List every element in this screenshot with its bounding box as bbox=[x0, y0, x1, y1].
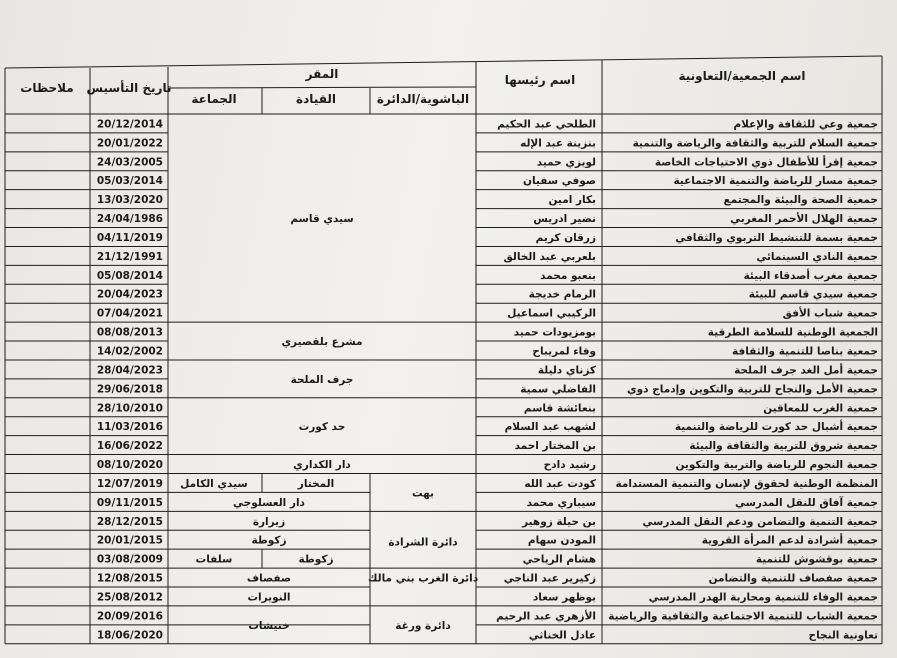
association-name: جمعية آفاق للنقل المدرسي bbox=[734, 496, 878, 509]
president-name: صوفي سفيان bbox=[523, 175, 596, 188]
location-dar-assoulji: دار العسلوجي bbox=[233, 496, 305, 509]
president-name: سيباري محمد bbox=[526, 496, 596, 509]
association-name: جمعية مغرب أصدقاء البيئة bbox=[743, 269, 878, 282]
association-name: جمعية الصحة والبيئة والمجتمع bbox=[723, 194, 878, 207]
location-ourgha-circle: دائرة ورغة bbox=[395, 619, 451, 632]
foundation-date: 20/12/2014 bbox=[96, 118, 163, 131]
president-name: الركيبي اسماعيل bbox=[507, 307, 596, 320]
president-name: بومزيودات حميد bbox=[513, 326, 596, 339]
foundation-date: 08/08/2013 bbox=[96, 326, 163, 339]
location-nouirat: النويرات bbox=[247, 591, 291, 604]
foundation-date: 28/10/2010 bbox=[96, 402, 163, 415]
location-dar-gueddari: دار الكداري bbox=[293, 459, 351, 472]
foundation-date: 05/03/2014 bbox=[96, 175, 163, 188]
foundation-date: 25/08/2012 bbox=[96, 591, 163, 604]
association-name: جمعية الشباب للتنمية الاجتماعية والثقافية والرياضية bbox=[608, 610, 878, 623]
president-name: الأزهري عبد الرحيم bbox=[496, 610, 596, 623]
foundation-date: 12/08/2015 bbox=[96, 572, 163, 585]
location-chrarda-circle: دائرة الشرادة bbox=[388, 536, 458, 549]
foundation-date: 12/07/2019 bbox=[96, 477, 163, 490]
location-salfat: سلفات bbox=[195, 553, 233, 566]
location-khnichat: خنيشات bbox=[248, 619, 290, 632]
foundation-date: 24/04/1986 bbox=[96, 213, 163, 226]
association-name: الجمعية الوطنية للسلامة الطرقية bbox=[707, 326, 878, 339]
president-name: رشيد دادح bbox=[543, 459, 596, 472]
association-name: جمعية الغرب للمعاقين bbox=[763, 402, 878, 415]
association-name: جمعية سيدي قاسم للبيئة bbox=[748, 288, 878, 301]
president-name: بن حيلة زوهير bbox=[522, 515, 596, 528]
foundation-date: 29/06/2018 bbox=[96, 383, 163, 396]
foundation-date: 21/12/1991 bbox=[96, 250, 163, 263]
association-name: جمعية إقرأ للأطفال ذوي الاحتياجات الخاصة bbox=[654, 156, 878, 169]
association-name: جمعية صفصاف للتنمية والتضامن bbox=[708, 572, 878, 585]
header-headquarters: المقر bbox=[305, 67, 339, 81]
president-name: بنعبو محمد bbox=[540, 269, 596, 282]
association-name: جمعية بوقشوش للتنمية bbox=[755, 553, 878, 566]
president-name: زرقان كريم bbox=[535, 231, 596, 244]
foundation-date: 03/08/2009 bbox=[96, 553, 163, 566]
location-jorf-el-melha: جرف الملحة bbox=[290, 373, 354, 386]
header-association-name: اسم الجمعية/التعاونية bbox=[678, 69, 806, 83]
foundation-date: 28/04/2023 bbox=[96, 364, 163, 377]
president-name: بن المختار احمد bbox=[514, 440, 596, 453]
association-name: جمعية بسمة للتنشيط التربوي والثقافي bbox=[675, 231, 878, 244]
foundation-date: 24/03/2005 bbox=[96, 156, 163, 169]
association-name: المنظمة الوطنية لحقوق لإنسان والتنمية المستدامة bbox=[615, 477, 878, 490]
foundation-date: 16/06/2022 bbox=[96, 440, 163, 453]
association-name: جمعية الأمل والنجاح للتربية والتكوين وإدماج ذوي bbox=[627, 383, 878, 396]
association-name: جمعية شروق للتربية والثقافة والبيئة bbox=[689, 440, 878, 453]
association-name: جمعية التنمية والتضامن ودعم النقل المدرسي bbox=[642, 515, 878, 528]
foundation-date: 20/04/2023 bbox=[96, 288, 163, 301]
header-pachalik-circle: الباشوية/الدائرة bbox=[376, 92, 470, 106]
president-name: بوظهر سعاد bbox=[532, 591, 596, 604]
president-name: زكيرير عبد الناجي bbox=[503, 572, 596, 585]
association-name: تعاونية النجاح bbox=[808, 629, 878, 642]
association-name: جمعية أشبال حد كورت للرياضة والتنمية bbox=[674, 421, 878, 434]
foundation-date: 20/01/2015 bbox=[96, 534, 163, 547]
association-name: جمعية أمل الغد جرف الملحة bbox=[734, 364, 878, 377]
association-name: جمعية أشرادة لدعم المرأة القروية bbox=[701, 534, 878, 547]
foundation-date: 18/06/2020 bbox=[96, 629, 163, 642]
president-name: كودت عبد الله bbox=[524, 477, 596, 490]
president-name: الرمام خديجة bbox=[528, 288, 596, 301]
foundation-date: 07/04/2021 bbox=[96, 307, 163, 320]
president-name: وفاء لمريباح bbox=[532, 345, 596, 358]
location-zgota-qiyada: زكوطة bbox=[298, 553, 334, 566]
president-name: لويزي حميد bbox=[536, 156, 596, 169]
foundation-date: 04/11/2019 bbox=[96, 231, 163, 244]
association-name: جمعية وعي للثقافة والإعلام bbox=[733, 118, 878, 131]
foundation-date: 20/09/2016 bbox=[96, 610, 163, 623]
association-name: جمعية النادي السينمائي bbox=[756, 250, 878, 263]
location-baht: بهت bbox=[412, 487, 434, 500]
association-name: جمعية الهلال الأحمر المغربي bbox=[730, 213, 878, 226]
association-name: جمعية شباب الأفق bbox=[782, 307, 878, 320]
location-sidi-kamel: سيدي الكامل bbox=[180, 477, 248, 490]
association-name: جمعية مسار للرياضة والتنمية الاجتماعية bbox=[673, 175, 878, 188]
foundation-date: 09/11/2015 bbox=[96, 496, 163, 509]
foundation-date: 28/12/2015 bbox=[96, 515, 163, 528]
president-name: الفاضلي سمية bbox=[520, 383, 596, 396]
association-name: جمعية النجوم للرياضة والتربية والتكوين bbox=[675, 459, 878, 472]
header-foundation-date: تاريخ التأسيس bbox=[86, 81, 172, 95]
location-sefsaf: صفصاف bbox=[246, 572, 292, 585]
president-name: بنعائشة قاسم bbox=[523, 402, 596, 415]
president-name: بنزينة عبد الإله bbox=[520, 137, 596, 150]
header-president-name: اسم رئيسها bbox=[504, 73, 576, 87]
president-name: بلعربي عبد الخالق bbox=[503, 250, 596, 263]
foundation-date: 14/02/2002 bbox=[96, 345, 163, 358]
foundation-date: 13/03/2020 bbox=[96, 194, 163, 207]
association-name: جمعية السلام للتربية والثقافة والرياضة والتنمية bbox=[632, 137, 878, 150]
header-qiyada: القيادة bbox=[296, 92, 336, 106]
foundation-date: 08/10/2020 bbox=[96, 459, 163, 472]
location-gharb-beni-malek: دائرة الغرب بني مالك bbox=[367, 572, 479, 585]
location-mokhtar: المختار bbox=[297, 477, 335, 490]
location-had-kourt: حد كورت bbox=[298, 421, 346, 434]
header-notes: ملاحظات bbox=[20, 81, 74, 95]
president-name: لشهب عبد السلام bbox=[504, 421, 596, 434]
foundation-date: 20/01/2022 bbox=[96, 137, 163, 150]
location-zirara: زيرارة bbox=[252, 515, 286, 528]
president-name: نضير ادريس bbox=[533, 213, 596, 226]
president-name: هشام الرياحي bbox=[522, 553, 596, 566]
president-name: عادل الخناثي bbox=[528, 629, 596, 642]
foundation-date: 05/08/2014 bbox=[96, 269, 163, 282]
location-zgota: زكوطة bbox=[251, 534, 287, 547]
location-sidi-kacem: سيدي قاسم bbox=[290, 213, 354, 226]
president-name: بكار امين bbox=[548, 194, 596, 207]
header-commune: الجماعة bbox=[191, 92, 237, 106]
president-name: الطلحي عبد الحكيم bbox=[497, 118, 596, 131]
location-machraa-belksiri: مشرع بلقصيري bbox=[281, 336, 363, 349]
president-name: المودن سهام bbox=[527, 534, 596, 547]
president-name: كزناي دليلة bbox=[537, 364, 596, 377]
association-name: جمعية بناصا للتنمية والثقافة bbox=[731, 345, 878, 358]
foundation-date: 11/03/2016 bbox=[96, 421, 163, 434]
association-name: جمعية الوفاء للتنمية ومحاربة الهدر المدرسي bbox=[648, 591, 878, 604]
